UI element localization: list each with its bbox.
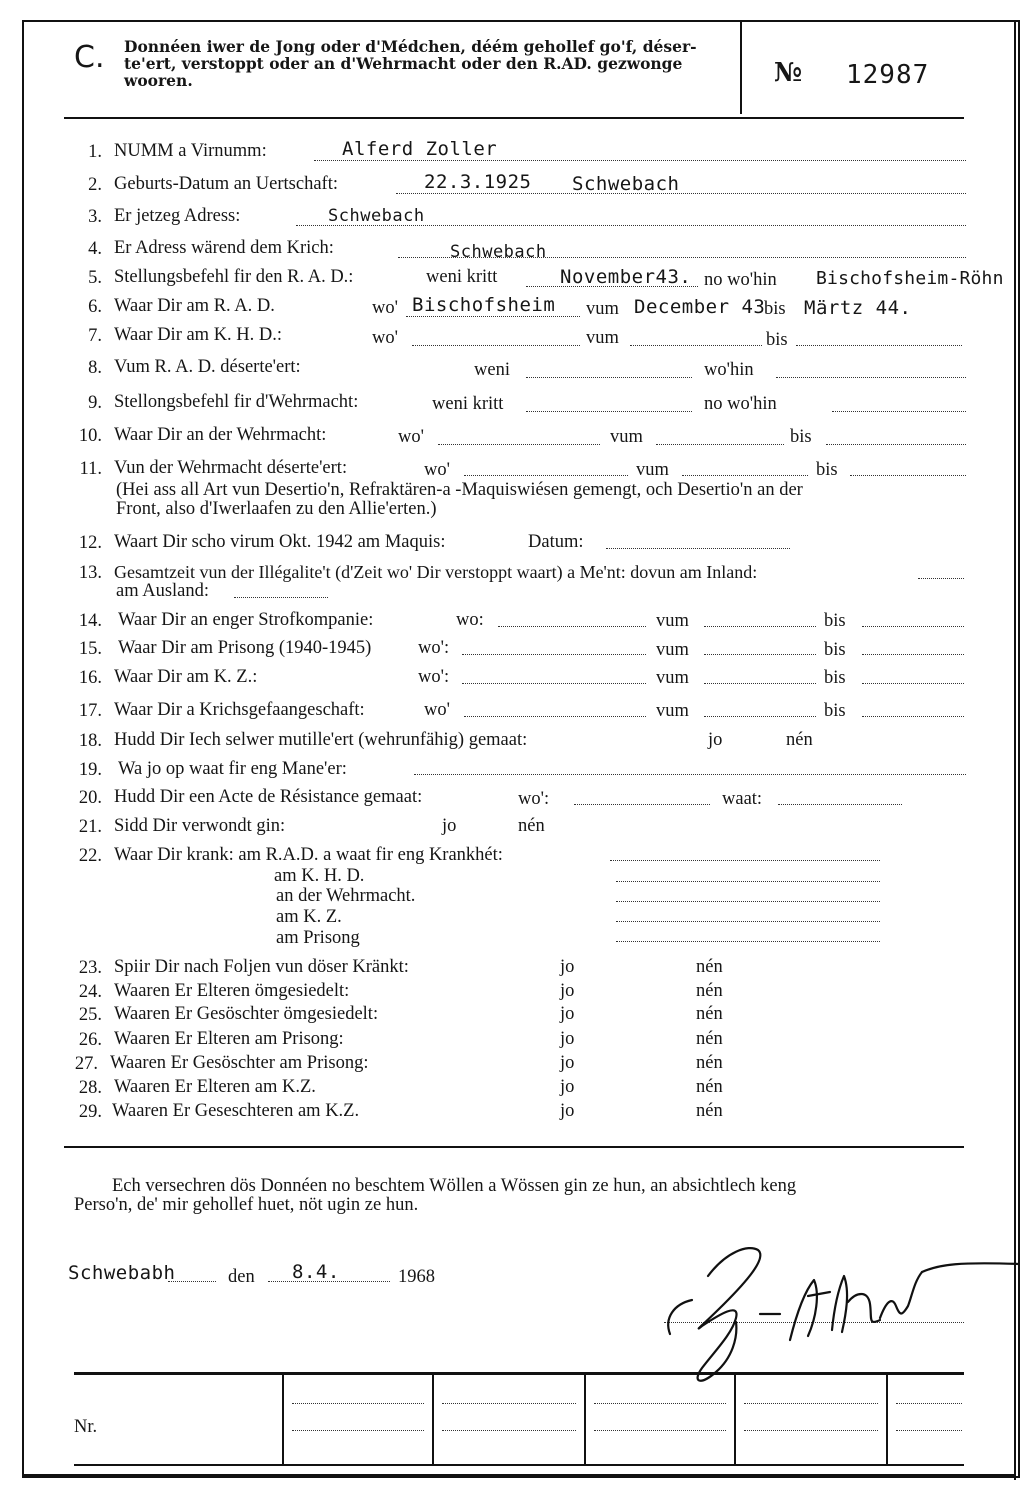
fill-line [918, 578, 964, 579]
item-number: 3. [88, 207, 102, 227]
field-bis: bis [824, 640, 846, 660]
option-nen[interactable]: nén [696, 1101, 723, 1121]
field-wo: wo' [424, 460, 450, 480]
header-divider-vertical [740, 22, 742, 114]
field-label: Er jetzeg Adress: [114, 206, 241, 226]
table-col [432, 1375, 434, 1464]
declaration-line-2: Perso'n, de' mir gehollef huet, nöt ugin ze hun. [74, 1195, 419, 1215]
field-label: Stellongsbefehl fir d'Wehrmacht: [114, 392, 359, 412]
field-weni: weni kritt [432, 394, 504, 414]
section-letter: C. [74, 40, 105, 75]
declaration-line-1: Ech versechren dös Donnéen no beschtem Wöllen a Wössen gin ze hun, an absichtlech keng [112, 1176, 797, 1196]
item-number: 18. [78, 731, 102, 751]
field-label: Hudd Dir een Acte de Résistance gemaat: [114, 787, 423, 807]
fill-line [616, 921, 880, 922]
item-number: 20. [78, 788, 102, 808]
fill-line [234, 597, 328, 598]
item-number: 14. [78, 611, 102, 631]
field-label: Waar Dir am Prisong (1940-1945) [118, 638, 372, 658]
fill-line [616, 901, 880, 902]
fill-line [594, 1403, 726, 1404]
fill-line [574, 804, 710, 805]
field-label: Waar Dir an enger Strofkompanie: [118, 610, 374, 630]
fill-line [704, 716, 816, 717]
item-number: 23. [78, 958, 102, 978]
field-vum: vum [586, 328, 619, 348]
fill-line [616, 941, 880, 942]
item-number: 8. [88, 358, 102, 378]
option-jo[interactable]: jo [560, 981, 575, 1001]
item-number: 10. [78, 426, 102, 446]
fill-line [292, 1403, 424, 1404]
fill-line [850, 475, 966, 476]
sub-label: am Prisong [276, 928, 360, 948]
item-number: 6. [88, 297, 102, 317]
fill-line [526, 411, 692, 412]
option-nen[interactable]: nén [696, 1053, 723, 1073]
filled-value: Alferd Zoller [342, 138, 498, 160]
sub-label: am K. Z. [276, 907, 342, 927]
signature-year: 1968 [398, 1267, 435, 1287]
field-wohin: no wo'hin [704, 394, 777, 414]
header-title-line-1: Donnéen iwer de Jong oder d'Médchen, déém gehollef go'f, déser- [124, 37, 697, 56]
item-number: 28. [78, 1078, 102, 1098]
item-number: 15. [78, 639, 102, 659]
number-sign: № [774, 58, 803, 88]
signature-den: den [228, 1267, 255, 1287]
section-divider [64, 1146, 964, 1148]
field-note: Front, also d'Iwerlaafen zu den Allie'erten.) [116, 499, 437, 519]
sub-label: an der Wehrmacht. [276, 886, 416, 906]
page-bottom-line [22, 1474, 1016, 1477]
fill-line [442, 1430, 576, 1431]
field-label: Geburts-Datum an Uertschaft: [114, 174, 338, 194]
option-jo[interactable]: jo [708, 730, 723, 750]
field-bis: bis [766, 330, 788, 350]
fill-line [776, 377, 966, 378]
fill-line [896, 1403, 962, 1404]
field-waat: waat: [722, 789, 763, 809]
fill-line [704, 683, 816, 684]
form-number: 12987 [846, 60, 930, 90]
field-bis: bis [790, 427, 812, 447]
field-wo: wo' [372, 298, 398, 318]
field-vum: vum [636, 460, 669, 480]
fill-line [396, 193, 966, 194]
field-wohin: no wo'hin [704, 270, 777, 290]
field-label: NUMM a Virnumm: [114, 141, 267, 161]
header-title-line-2: te'ert, verstoppt oder an d'Wehrmacht oder den R.AD. gezwonge [124, 54, 683, 73]
fill-line [292, 1430, 424, 1431]
fill-line [896, 1430, 962, 1431]
field-vum: vum [656, 701, 689, 721]
fill-line [464, 716, 646, 717]
fill-line [606, 548, 790, 549]
field-bis: bis [824, 701, 846, 721]
filled-value: Schwebach [450, 242, 547, 262]
field-vum: vum [656, 640, 689, 660]
option-nen[interactable]: nén [696, 1077, 723, 1097]
item-number: 27. [74, 1054, 98, 1074]
field-label: Waar Dir am K. Z.: [114, 667, 258, 687]
signature-place: Schwebabh [68, 1262, 176, 1284]
option-nen[interactable]: nén [696, 957, 723, 977]
field-label-2: am Ausland: [116, 581, 210, 601]
item-number: 2. [88, 175, 102, 195]
table-col [734, 1375, 736, 1464]
field-label: Vun der Wehrmacht déserte'ert: [114, 458, 348, 478]
item-number: 12. [78, 533, 102, 553]
item-number: 19. [78, 760, 102, 780]
field-wo: wo': [418, 667, 450, 687]
fill-line [462, 683, 646, 684]
header-title-line-3: wooren. [124, 71, 193, 90]
option-jo[interactable]: jo [560, 1053, 575, 1073]
item-number: 22. [78, 846, 102, 866]
field-vum: vum [656, 611, 689, 631]
fill-line [462, 654, 646, 655]
fill-line [862, 626, 964, 627]
item-number: 1. [88, 142, 102, 162]
fill-line [862, 683, 964, 684]
filled-value: December 43 [634, 296, 766, 318]
filled-value: 22.3.1925 [424, 171, 532, 193]
fill-line [630, 345, 762, 346]
field-datum: Datum: [528, 532, 584, 552]
field-label: Waaren Er Elteren ömgesiedelt: [114, 981, 350, 1001]
fill-line [464, 475, 628, 476]
field-wo: wo' [398, 427, 424, 447]
field-label: Stellungsbefehl fir den R. A. D.: [114, 267, 354, 287]
item-number: 7. [88, 326, 102, 346]
field-bis: bis [816, 460, 838, 480]
fill-line [314, 160, 966, 161]
fill-line [704, 654, 816, 655]
fill-line [438, 444, 600, 445]
table-top [74, 1372, 964, 1375]
field-label: Waaren Er Elteren am K.Z. [114, 1077, 316, 1097]
fill-line [656, 444, 784, 445]
option-jo[interactable]: jo [560, 1101, 575, 1121]
field-label: Waar Dir am K. H. D.: [114, 325, 283, 345]
item-number: 21. [78, 817, 102, 837]
option-jo[interactable]: jo [560, 1029, 575, 1049]
filled-value: Märtz 44. [804, 297, 912, 319]
filled-value: November43. [560, 266, 692, 288]
option-nen[interactable]: nén [518, 816, 545, 836]
nr-label: Nr. [74, 1417, 98, 1437]
option-jo[interactable]: jo [560, 957, 575, 977]
table-col [282, 1375, 284, 1464]
field-wo: wo' [424, 700, 450, 720]
fill-line [610, 860, 880, 861]
fill-line [168, 1281, 216, 1282]
field-wo: wo' [372, 328, 398, 348]
item-number: 9. [88, 393, 102, 413]
table-col [584, 1375, 586, 1464]
fill-line [442, 1403, 576, 1404]
field-weni: weni kritt [426, 267, 498, 287]
fill-line [406, 316, 580, 317]
field-wo: wo': [418, 638, 450, 658]
field-vum: vum [656, 668, 689, 688]
field-label: Waaren Er Elteren am Prisong: [114, 1029, 344, 1049]
sub-label: am K. H. D. [274, 866, 365, 886]
option-nen[interactable]: nén [696, 1029, 723, 1049]
field-bis: bis [824, 611, 846, 631]
item-number: 5. [88, 268, 102, 288]
fill-line [594, 1430, 726, 1431]
fill-line [616, 881, 880, 882]
field-label: Wa jo op waat fir eng Mane'er: [118, 759, 347, 779]
item-number: 4. [88, 239, 102, 259]
fill-line [862, 654, 964, 655]
filled-value: Schwebach [572, 173, 680, 195]
option-jo[interactable]: jo [442, 816, 457, 836]
item-number: 24. [78, 982, 102, 1002]
fill-line [412, 345, 580, 346]
field-label: Waaren Er Gesöschter am Prisong: [110, 1053, 369, 1073]
item-number: 17. [78, 701, 102, 721]
option-jo[interactable]: jo [560, 1004, 575, 1024]
field-note: (Hei ass all Art vun Desertio'n, Refraktären-a -Maquiswiésen gemengt, och Desertio'n an der [116, 480, 803, 500]
fill-line [414, 774, 966, 775]
field-label: Spiir Dir nach Foljen vun döser Kränkt: [114, 957, 409, 977]
item-number: 25. [78, 1005, 102, 1025]
signature-text: Z. Alferd [900, 1382, 905, 1383]
fill-line [682, 475, 808, 476]
item-number: 13. [78, 563, 102, 583]
option-jo[interactable]: jo [560, 1077, 575, 1097]
option-nen[interactable]: nén [786, 730, 813, 750]
item-number: 11. [79, 459, 102, 479]
table-bottom [74, 1464, 964, 1466]
fill-line [826, 444, 966, 445]
field-wohin: wo'hin [704, 360, 754, 380]
field-label: Gesamtzeit vun der Illégalite't (d'Zeit wo' Dir verstoppt waart) a Me'nt: dovun am Inland: [114, 562, 758, 582]
fill-line [744, 1430, 878, 1431]
option-nen[interactable]: nén [696, 1004, 723, 1024]
header-title [124, 38, 728, 89]
fill-line [498, 626, 646, 627]
fill-line [744, 1403, 878, 1404]
field-bis: bis [764, 299, 786, 319]
field-vum: vum [610, 427, 643, 447]
field-label: Waar Dir an der Wehrmacht: [114, 425, 327, 445]
field-weni: weni [474, 360, 510, 380]
signature-date: 8.4. [292, 1261, 340, 1283]
fill-line [778, 804, 902, 805]
item-number: 16. [78, 668, 102, 688]
field-label: Hudd Dir Iech selwer mutille'ert (wehrunfähig) gemaat: [114, 730, 528, 750]
option-nen[interactable]: nén [696, 981, 723, 1001]
filled-value: Bischofsheim [412, 294, 556, 316]
field-wo: wo': [518, 789, 550, 809]
field-label: Waar Dir krank: am R.A.D. a waat fir eng Krankhét: [114, 845, 503, 865]
fill-line [796, 345, 962, 346]
field-bis: bis [824, 668, 846, 688]
field-label: Waart Dir scho virum Okt. 1942 am Maquis: [114, 532, 446, 552]
field-label: Sidd Dir verwondt gin: [114, 816, 286, 836]
header-bottom-line [64, 117, 964, 119]
field-label: Waar Dir a Krichsgefaangeschaft: [114, 700, 365, 720]
fill-line [862, 716, 964, 717]
fill-line [832, 411, 966, 412]
field-vum: vum [586, 299, 619, 319]
field-label: Er Adress wärend dem Krich: [114, 238, 334, 258]
item-number: 29. [78, 1102, 102, 1122]
item-number: 26. [78, 1030, 102, 1050]
filled-value: Schwebach [328, 206, 425, 226]
fill-line [526, 377, 692, 378]
field-label: Vum R. A. D. déserte'ert: [114, 357, 301, 377]
field-label: Waaren Er Gesöschter ömgesiedelt: [114, 1004, 379, 1024]
fill-line [704, 626, 816, 627]
handwritten-signature [640, 1222, 1020, 1392]
field-label: Waar Dir am R. A. D. [114, 296, 275, 316]
filled-value: Bischofsheim-Röhn [816, 268, 1004, 289]
field-label: Waaren Er Geseschteren am K.Z. [112, 1101, 360, 1121]
field-wo: wo: [456, 610, 484, 630]
table-col [886, 1375, 888, 1464]
